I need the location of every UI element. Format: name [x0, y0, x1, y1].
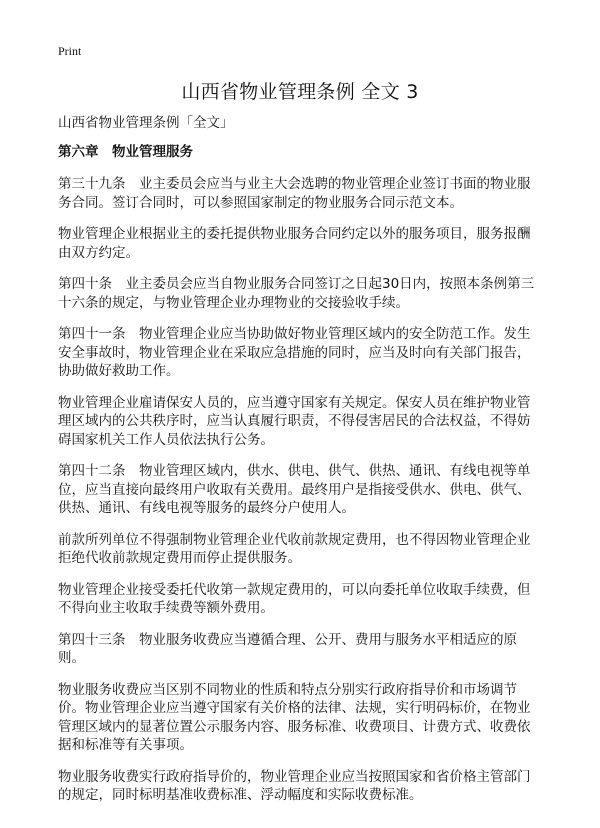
document-subtitle: 山西省物业管理条例「全文」: [58, 115, 234, 131]
paragraph-article-42: 第四十二条 物业管理区域内，供水、供电、供气、供热、通讯、有线电视等单位，应当直接向最终用户收取有关费用。最终用户是指接受供水、供电、供气、供热、通讯、有线电视等服务的最终分户使用人。: [58, 463, 531, 516]
paragraph-article-41: 第四十一条 物业管理企业应当协助做好物业管理区域内的安全防范工作。发生安全事故时，物业管理企业在采取应急措施的同时，应当及时向有关部门报告，协助做好救助工作。: [58, 326, 531, 379]
paragraph-security-staff: 物业管理企业雇请保安人员的，应当遵守国家有关规定。保安人员在维护物业管理区域内的公共秩序时，应当认真履行职责，不得侵害居民的合法权益，不得妨碍国家机关工作人员依法执行公务。: [58, 394, 531, 448]
paragraph-guided-pricing: 物业服务收费实行政府指导价的，物业管理企业应当按照国家和省价格主管部门的规定，同时标明基准收费标准、浮动幅度和实际收费标准。: [58, 768, 531, 803]
print-link[interactable]: Print: [58, 44, 82, 58]
document-title: 山西省物业管理条例 全文 3: [181, 81, 419, 103]
paragraph-article-43: 第四十三条 物业服务收费应当遵循合理、公开、费用与服务水平相适应的原则。: [58, 631, 517, 666]
paragraph-article-39: 第三十九条 业主委员会应当与业主大会选聘的物业管理企业签订书面的物业服务合同。签订合同时，可以参照国家制定的物业服务合同示范文本。: [58, 176, 531, 211]
chapter-heading: 第六章 物业管理服务: [58, 144, 193, 160]
paragraph-no-forced-collection: 前款所列单位不得强制物业管理企业代收前款规定费用，也不得因物业管理企业拒绝代收前款规定费用而停止提供服务。: [58, 531, 531, 566]
paragraph-service-fee: 物业管理企业根据业主的委托提供物业服务合同约定以外的服务项目，服务报酬由双方约定。: [58, 226, 531, 261]
paragraph-pricing-rules: 物业服务收费应当区别不同物业的性质和特点分别实行政府指导价和市场调节价。物业管理企业应当遵守国家有关价格的法律、法规，实行明码标价，在物业管理区域内的显著位置公示服务内容、服务标准、收费项目、计费方式、收费依据和标准等有关事项。: [58, 681, 531, 753]
paragraph-commission-fee: 物业管理企业接受委托代收第一款规定费用的，可以向委托单位收取手续费，但不得向业主收取手续费等额外费用。: [58, 581, 531, 616]
paragraph-article-40: 第四十条 业主委员会应当自物业服务合同签订之日起30日内，按照本条例第三十六条的规定，与物业管理企业办理物业的交接验收手续。: [58, 276, 535, 311]
